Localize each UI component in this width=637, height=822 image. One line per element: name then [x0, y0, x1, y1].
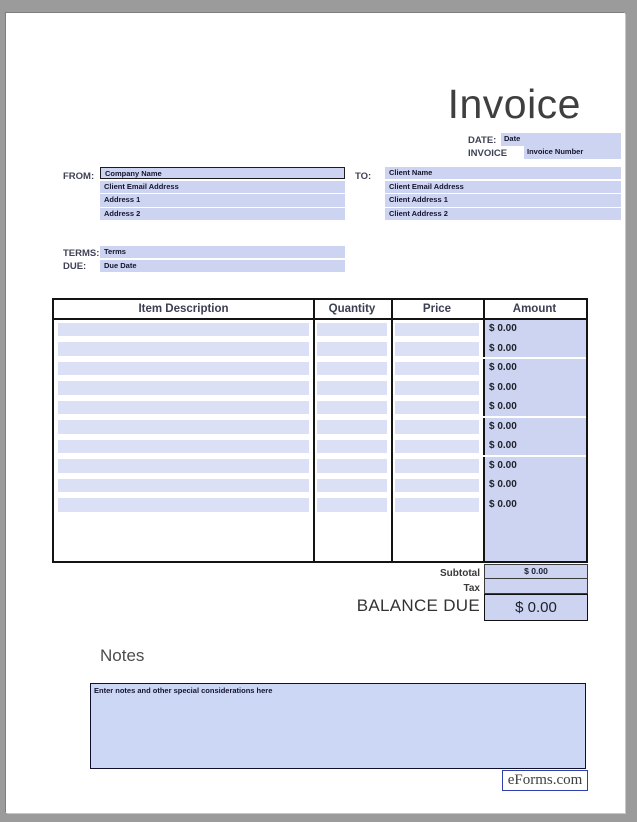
quantity-input[interactable] [317, 498, 387, 512]
quantity-input[interactable] [317, 440, 387, 454]
notes-heading: Notes [100, 646, 145, 665]
terms-input[interactable]: Terms [100, 246, 345, 258]
terms-label: TERMS: [63, 248, 100, 259]
price-input[interactable] [395, 440, 479, 454]
quantity-input[interactable] [317, 420, 387, 434]
item-description-input[interactable] [58, 479, 309, 493]
amount-cell[interactable]: $ 0.00 [489, 323, 517, 334]
quantity-input[interactable] [317, 479, 387, 493]
amount-cell[interactable]: $ 0.00 [489, 381, 517, 393]
from-block [100, 167, 345, 222]
page-title: Invoice [447, 81, 581, 127]
price-input[interactable] [395, 459, 479, 473]
table-row [54, 359, 586, 379]
tax-input-cell[interactable] [484, 579, 588, 594]
amount-cell[interactable]: $ 0.00 [483, 340, 586, 360]
client-address2-input[interactable]: Client Address 2 [385, 208, 621, 220]
table-header-row [54, 300, 586, 320]
company-name-input[interactable]: Company Name [100, 167, 345, 179]
client-email-input[interactable]: Client Email Address [385, 181, 621, 193]
from-address1-input[interactable]: Address 1 [100, 194, 345, 206]
to-label: TO: [355, 171, 372, 182]
header-quantity: Quantity [328, 303, 376, 315]
amount-cell[interactable]: $ 0.00 [483, 437, 586, 457]
table-row [54, 437, 586, 457]
price-input[interactable] [395, 362, 479, 376]
from-email-input[interactable]: Client Email Address [100, 181, 345, 193]
amount-cell[interactable]: $ 0.00 [489, 459, 517, 471]
item-description-input[interactable] [58, 362, 309, 376]
subtotal-label: Subtotal [440, 568, 480, 579]
tax-label: Tax [463, 583, 480, 594]
from-address2-input[interactable]: Address 2 [100, 208, 345, 220]
amount-cell[interactable]: $ 0.00 [489, 479, 517, 490]
header-amount: Amount [512, 303, 557, 315]
quantity-input[interactable] [317, 401, 387, 415]
eforms-link[interactable]: eForms.com [502, 770, 588, 791]
table-row [54, 379, 586, 399]
table-row [54, 476, 586, 496]
item-description-input[interactable] [58, 323, 309, 337]
quantity-input[interactable] [317, 381, 387, 395]
price-input[interactable] [395, 342, 479, 356]
quantity-input[interactable] [317, 323, 387, 337]
date-label: DATE: [468, 135, 497, 146]
table-row [54, 457, 586, 477]
item-description-input[interactable] [58, 381, 309, 395]
table-row [54, 320, 586, 340]
table-row [54, 398, 586, 418]
item-description-input[interactable] [58, 401, 309, 415]
price-input[interactable] [395, 323, 479, 337]
header-item-description: Item Description [138, 303, 229, 315]
to-block [385, 167, 621, 222]
client-name-input[interactable]: Client Name [385, 167, 621, 179]
invoice-number-label: INVOICE [468, 148, 508, 159]
item-description-input[interactable] [58, 459, 309, 473]
balance-due-value-cell[interactable]: $ 0.00 [484, 594, 588, 621]
terms-block [100, 246, 345, 273]
price-input[interactable] [395, 381, 479, 395]
subtotal-value-cell[interactable]: $ 0.00 [484, 564, 588, 579]
invoice-page [6, 13, 625, 813]
price-input[interactable] [395, 420, 479, 434]
notes-textarea[interactable]: Enter notes and other special considerations here [90, 683, 586, 769]
price-input[interactable] [395, 401, 479, 415]
header-price: Price [422, 303, 452, 315]
quantity-input[interactable] [317, 342, 387, 356]
balance-due-label: BALANCE DUE [356, 596, 480, 615]
items-table [52, 298, 588, 563]
quantity-input[interactable] [317, 459, 387, 473]
due-label: DUE: [63, 261, 87, 272]
amount-cell[interactable]: $ 0.00 [483, 398, 586, 418]
price-input[interactable] [395, 498, 479, 512]
date-input[interactable]: Date [501, 133, 621, 146]
item-description-input[interactable] [58, 498, 309, 512]
table-row [54, 496, 586, 516]
client-address1-input[interactable]: Client Address 1 [385, 194, 621, 206]
from-label: FROM: [63, 171, 95, 182]
item-description-input[interactable] [58, 440, 309, 454]
amount-cell[interactable]: $ 0.00 [489, 362, 517, 373]
price-input[interactable] [395, 479, 479, 493]
amount-cell[interactable]: $ 0.00 [489, 420, 517, 432]
due-date-input[interactable]: Due Date [100, 260, 345, 272]
item-description-input[interactable] [58, 420, 309, 434]
table-row [54, 418, 586, 438]
quantity-input[interactable] [317, 362, 387, 376]
item-description-input[interactable] [58, 342, 309, 356]
table-body [54, 320, 586, 515]
table-row [54, 340, 586, 360]
invoice-number-input[interactable]: Invoice Number [524, 146, 621, 159]
amount-cell[interactable]: $ 0.00 [489, 498, 517, 510]
